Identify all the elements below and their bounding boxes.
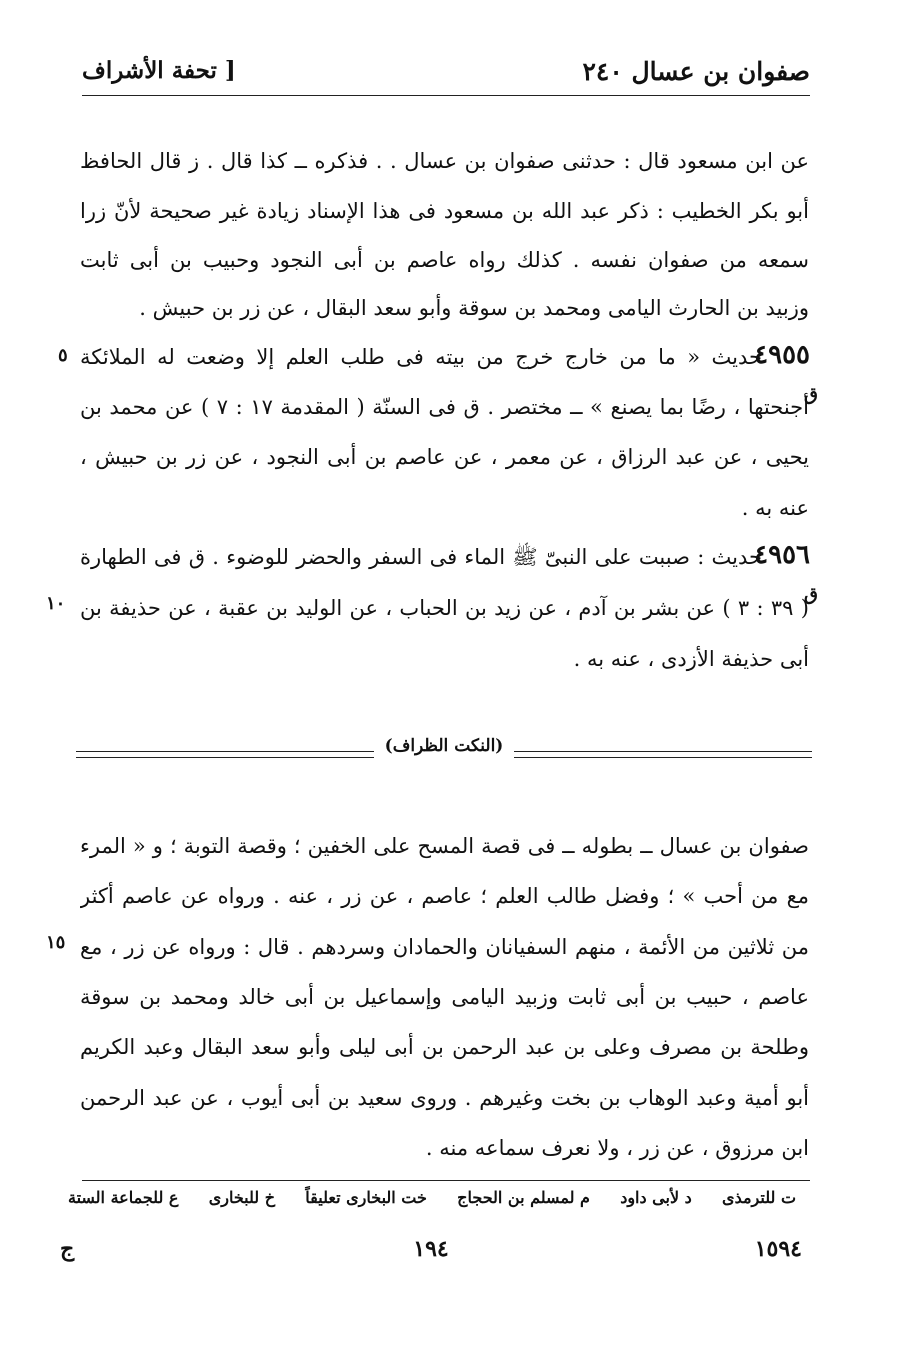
header-book-title: [ تحفة الأشراف (82, 57, 236, 84)
line-number: ٥ (58, 345, 68, 366)
entry-number: ٤٩٥٦ (754, 540, 810, 570)
page-number: ١٩٤ (413, 1236, 449, 1262)
margin-siglum: ق (804, 584, 818, 605)
text-line: أبو أمية وعبد الوهاب بن بخت وغيرهم . وروى سعيد بن أبى أيوب ، عن عبد الرحمن (80, 1086, 809, 1110)
legend-item: خت البخارى تعليقاً (305, 1188, 427, 1207)
text-line: وطلحة بن مصرف وعلى بن عبد الرحمن بن أبى ليلى وأبو سعد البقال وعبد الكريم (80, 1035, 809, 1059)
text-line: حديث : صببت على النبىّ ﷺ الماء فى السفر والحضر للوضوء . ق فى الطهارة (80, 545, 762, 569)
legend-item: ع للجماعة الستة (68, 1188, 179, 1207)
text-line: عنه به . (741, 496, 809, 520)
legend-item: ت للترمذى (722, 1188, 796, 1207)
text-line: سمعه من صفوان نفسه . كذلك رواه عاصم بن أبى النجود وحبيب بن أبى ثابت (80, 248, 809, 272)
volume-mark: ج (60, 1236, 75, 1262)
serial-number: ١٥٩٤ (754, 1236, 802, 1262)
line-number: ١٥ (46, 932, 66, 953)
header-title: صفوان بن عسال ٢٤٠ (582, 57, 810, 86)
text-line: عن ابن مسعود قال : حدثنى صفوان بن عسال . . فذكره ــ كذا قال . ز قال الحافظ (80, 149, 809, 173)
separator-rule (76, 751, 374, 758)
legend-item: خ للبخارى (208, 1188, 276, 1207)
line-number: ١٠ (46, 593, 66, 614)
text-line: أجنحتها ، رضًا بما يصنع » ــ مختصر . ق فى السنّة ( المقدمة ١٧ : ٧ ) عن محمد بن (80, 395, 809, 419)
entry-number: ٤٩٥٥ (754, 340, 810, 370)
margin-siglum: ق (804, 384, 818, 405)
text-line: مع من أحب » ؛ وفضل طالب العلم ؛ عاصم ، عن زر ، عنه . ورواه عن عاصم أكثر (80, 884, 809, 908)
page-footer (60, 1236, 802, 1270)
text-line: يحيى ، عن عبد الرزاق ، عن معمر ، عن عاصم بن أبى النجود ، عن زر بن حبيش ، (80, 445, 809, 469)
text-line: أبو بكر الخطيب : ذكر عبد الله بن مسعود فى هذا الإسناد زيادة غير صحيحة لأنّ زرا (80, 199, 809, 223)
legend-item: م لمسلم بن الحجاج (457, 1188, 590, 1207)
text-line: ابن مرزوق ، عن زر ، ولا نعرف سماعه منه . (425, 1136, 809, 1160)
text-line: عاصم ، حبيب بن أبى ثابت وزبيد اليامى وإسماعيل بن أبى خالد ومحمد بن سوقة (80, 985, 809, 1009)
text-line: من ثلاثين من الأئمة ، منهم السفيانان والحمادان وسردهم . قال : ورواه عن زر ، مع (80, 935, 809, 959)
separator-title: (النكت الظراف) (384, 736, 504, 756)
text-line: ( ٣٩ : ٣ ) عن بشر بن آدم ، عن زيد بن الحباب ، عن الوليد بن عقبة ، عن حذيفة بن (80, 596, 809, 620)
section-separator (76, 734, 812, 770)
legend-item: د لأبى داود (620, 1188, 692, 1207)
text-line: أبى حذيفة الأزدى ، عنه به . (573, 647, 809, 671)
text-line: وزبيد بن الحارث اليامى ومحمد بن سوقة وأبو سعد البقال ، عن زر بن حبيش . (139, 296, 809, 320)
sigla-legend (68, 1188, 796, 1218)
running-header (82, 55, 810, 96)
separator-rule (514, 751, 812, 758)
footer-rule (82, 1180, 810, 1181)
text-line: حديث « ما من خارج خرج من بيته فى طلب العلم إلا وضعت له الملائكة (80, 345, 762, 369)
text-line: صفوان بن عسال ــ بطوله ــ فى قصة المسح على الخفين ؛ وقصة التوبة ؛ و « المرء (80, 834, 809, 858)
